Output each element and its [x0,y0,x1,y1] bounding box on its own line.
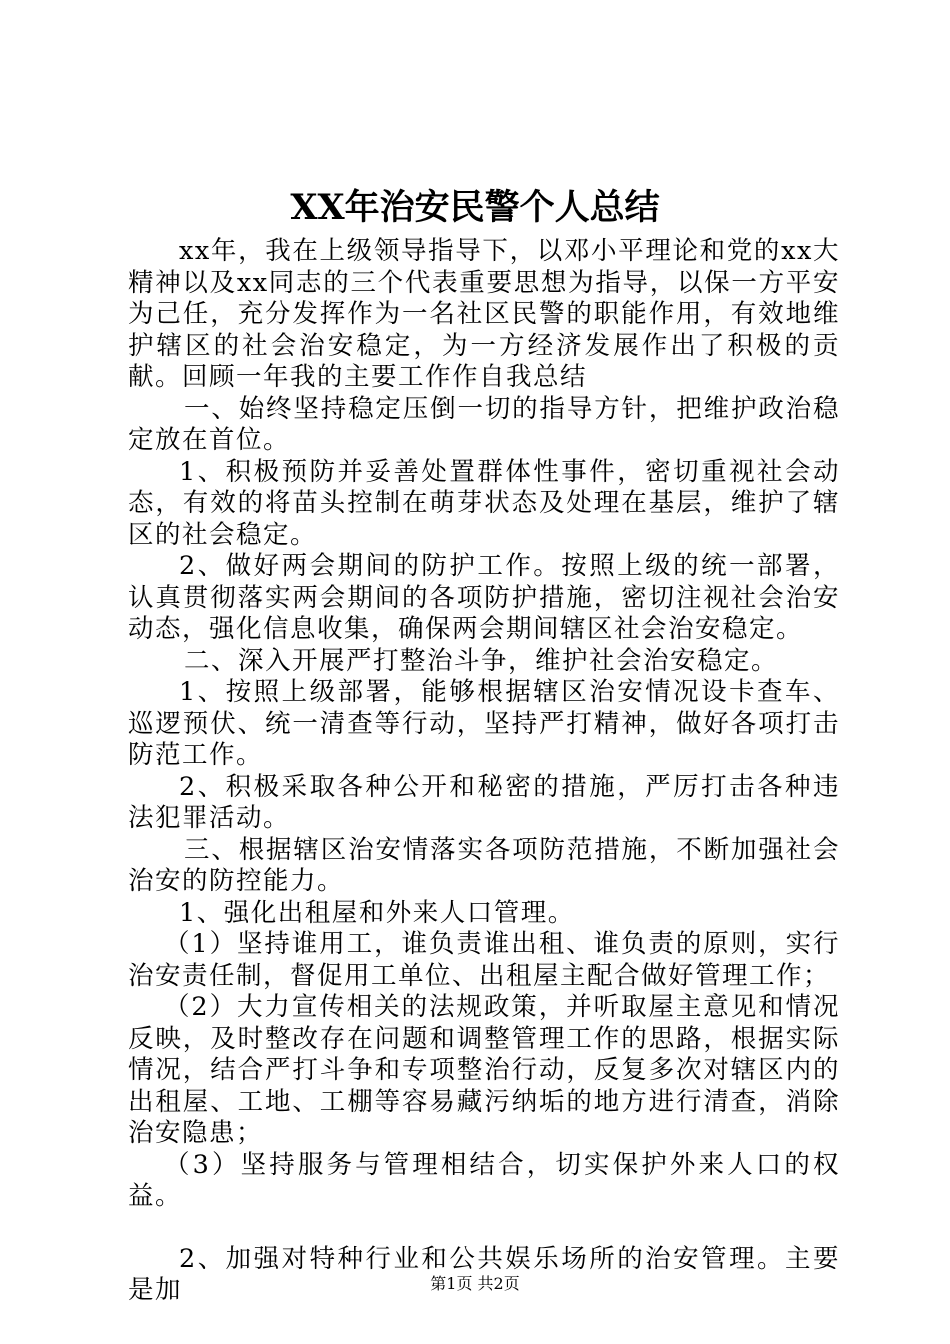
paragraph-item-2-2: 2、积极采取各种公开和秘密的措施，严厉打击各种违法犯罪活动。 [128,771,840,833]
paragraph-section-1-heading: 一、始终坚持稳定压倒一切的指导方针，把维护政治稳定放在首位。 [128,393,840,455]
paragraph-subitem-2: （2）大力宣传相关的法规政策，并听取屋主意见和情况反映，及时整改存在问题和调整管理工作的思路，根据实际情况，结合严打斗争和专项整治行动，反复多次对辖区内的出租屋、工地、工棚等容易藏污纳垢的地方进行清查，消除治安隐患； [128,992,840,1148]
page-number-footer: 第1页 共2页 [430,1274,520,1293]
paragraph-item-3-1: 1、强化出租屋和外来人口管理。 [179,897,575,928]
paragraph-item-1-2: 2、做好两会期间的防护工作。按照上级的统一部署，认真贯彻落实两会期间的各项防护措施，密切注视社会治安动态，强化信息收集，确保两会期间辖区社会治安稳定。 [128,551,840,644]
document-body [128,236,840,1307]
paragraph-section-2-heading: 二、深入开展严打整治斗争，维护社会治安稳定。 [184,645,779,676]
document-title: XX年治安民警个人总结 [290,187,660,228]
paragraph-item-3-2: 2、加强对特种行业和公共娱乐场所的治安管理。主要是加 [128,1243,840,1305]
paragraph-intro: xx年，我在上级领导指导下，以邓小平理论和党的xx大精神以及xx同志的三个代表重要思想为指导，以保一方平安为己任，充分发挥作为一名社区民警的职能作用，有效地维护辖区的社会治安稳定，为一方经济发展作出了积极的贡献。回顾一年我的主要工作作自我总结 [128,236,840,392]
paragraph-item-1-1: 1、积极预防并妥善处置群体性事件，密切重视社会动态，有效的将苗头控制在萌芽状态及处理在基层，维护了辖区的社会稳定。 [128,456,840,550]
paragraph-section-3-heading: 三、根据辖区治安情落实各项防范措施，不断加强社会治安的防控能力。 [128,834,840,896]
paragraph-item-2-1: 1、按照上级部署，能够根据辖区治安情况设卡查车、巡逻预伏、统一清查等行动，坚持严打精神，做好各项打击防范工作。 [128,677,840,770]
paragraph-subitem-3: （3）坚持服务与管理相结合，切实保护外来人口的权益。 [128,1149,840,1211]
paragraph-subitem-1: （1）坚持谁用工，谁负责谁出租、谁负责的原则，实行治安责任制，督促用工单位、出租屋主配合做好管理工作； [128,929,840,991]
